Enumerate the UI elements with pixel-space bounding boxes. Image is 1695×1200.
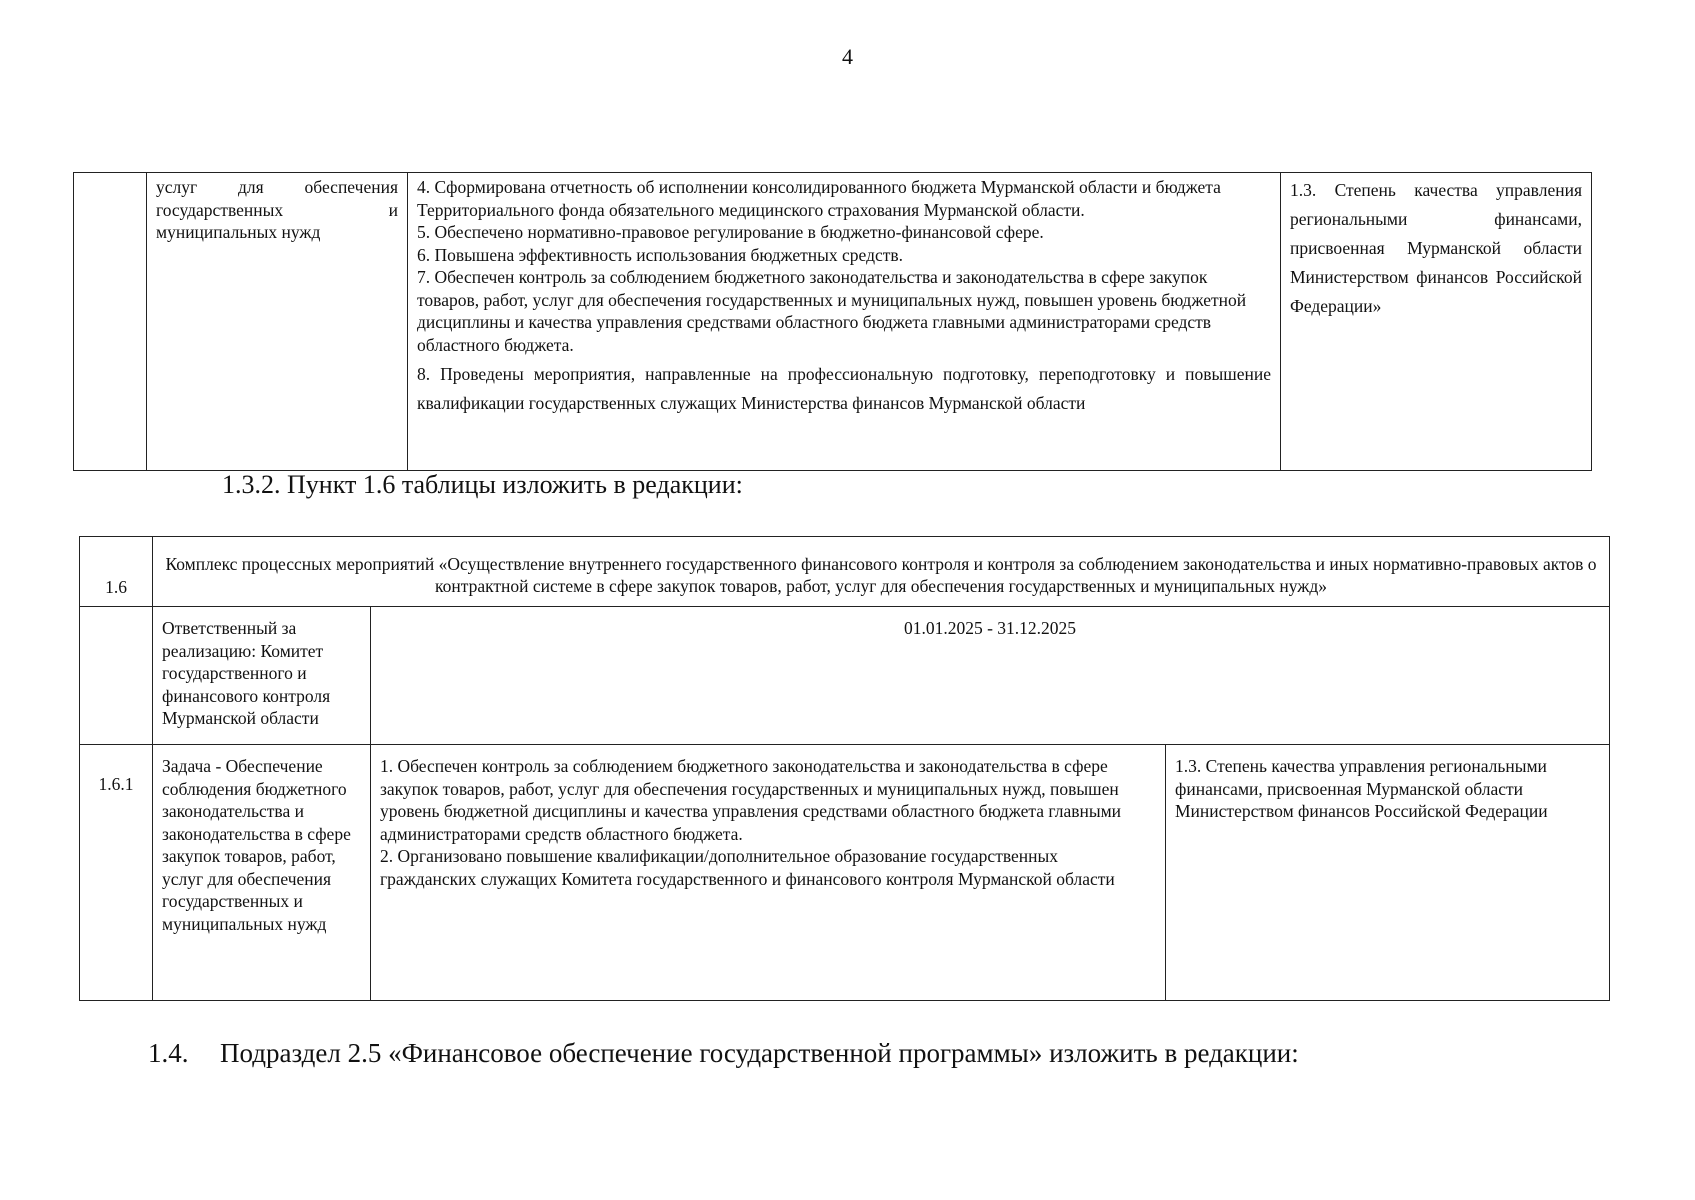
results-cell (408, 173, 1281, 471)
subsection-number: 1.4. (148, 1038, 189, 1068)
row-number-cell (80, 607, 153, 745)
table-row (80, 745, 1610, 1001)
table-row (80, 537, 1610, 607)
indicator-cell: 1.3. Степень качества управления региональными финансами, присвоенная Мурманской области Министерством финансов Российской Федерации (1166, 745, 1610, 1001)
result-item: 5. Обеспечено нормативно-правовое регулирование в бюджетно-финансовой сфере. (417, 222, 1044, 242)
results-cell (371, 745, 1166, 1001)
result-item: 1. Обеспечен контроль за соблюдением бюджетного законодательства и законодательства в сфере закупок товаров, работ, услуг для обеспечения государственных и муниципальных нужд, повышен уровень бюджетной дисциплины и качества управления средствами областного бюджета главными администраторами средств областного бюджета. (380, 756, 1122, 844)
table-row (74, 173, 1592, 471)
subsection-text: Подраздел 2.5 «Финансовое обеспечение государственной программы» изложить в редакции: (220, 1038, 1299, 1068)
row-number-cell: 1.6 (80, 537, 153, 607)
result-item: 4. Сформирована отчетность об исполнении консолидированного бюджета Мурманской области и бюджета Территориального фонда обязательного медицинского страхования Мурманской области. (417, 177, 1221, 220)
table-row (80, 607, 1610, 745)
complex-title-cell: Комплекс процессных мероприятий «Осуществление внутреннего государственного финансового контроля и контроля за соблюдением законодательства и иных нормативно-правовых актов о контрактной системе в сфере закупок товаров, работ, услуг для обеспечения государственных и муниципальных нужд» (153, 537, 1610, 607)
result-item: 2. Организовано повышение квалификации/дополнительное образование государственных гражданских служащих Комитета государственного и финансового контроля Мурманской области (380, 846, 1115, 889)
result-item: 6. Повышена эффективность использования бюджетных средств. (417, 244, 904, 265)
result-item: 8. Проведены мероприятия, направленные на профессиональную подготовку, переподготовку и повышение квалификации государственных служащих Министерства финансов Мурманской области (417, 364, 1271, 413)
responsible-cell: Ответственный за реализацию: Комитет государственного и финансового контроля Мурманской области (153, 607, 371, 745)
program-table-continuation (73, 172, 1592, 471)
section-heading: 1.3.2. Пункт 1.6 таблицы изложить в редакции: (222, 470, 743, 499)
result-item: 7. Обеспечен контроль за соблюдением бюджетного законодательства и законодательства в сфере закупок товаров, работ, услуг для обеспечения государственных и муниципальных нужд, повышен уровень бюджетной дисциплины и качества управления средствами областного бюджета главными администраторами средств областного бюджета. (417, 267, 1247, 355)
row-number-cell (74, 173, 147, 471)
period-cell: 01.01.2025 - 31.12.2025 (371, 607, 1610, 745)
row-number-cell: 1.6.1 (80, 745, 153, 1001)
indicator-cell: 1.3. Степень качества управления региональными финансами, присвоенная Мурманской области Министерством финансов Российской Федерации» (1281, 173, 1592, 471)
task-cell: услуг для обеспечения государственных и муниципальных нужд (147, 173, 408, 471)
page-number: 4 (842, 44, 853, 69)
subsection-heading (148, 1038, 1299, 1069)
task-cell: Задача - Обеспечение соблюдения бюджетного законодательства и законодательства в сфере закупок товаров, работ, услуг для обеспечения государственных и муниципальных нужд (153, 745, 371, 1001)
complex-1-6-table (79, 536, 1610, 1001)
